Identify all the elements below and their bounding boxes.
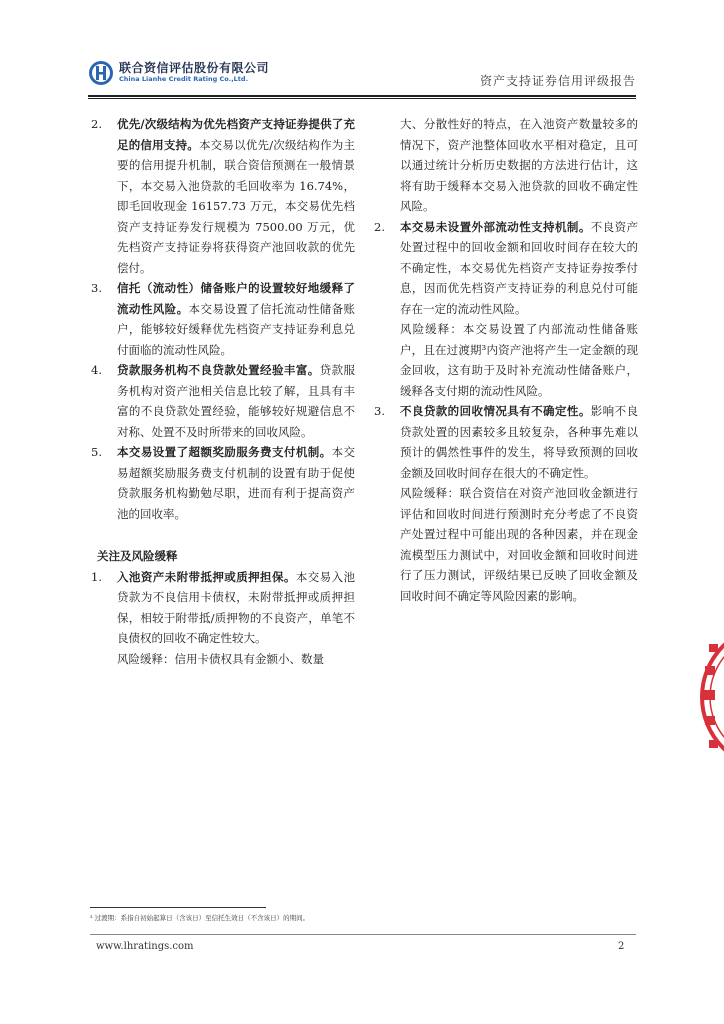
item-mitigation: 风险缓释：本交易设置了内部流动性储备账户，且在过渡期³内资产池将产生一定金额的现金回收，这有助于及时补充流动性储备账户，缓释各支付期的流动性风险。: [400, 322, 638, 398]
item-title: 本交易设置了超额奖励服务费支付机制。: [117, 445, 332, 459]
company-name-en: China Lianhe Credit Rating Co.,Ltd.: [119, 75, 249, 83]
item-number: 1.: [91, 569, 102, 584]
seal-stamp: [699, 622, 724, 772]
item-mitigation: 风险缓释：信用卡债权具有金额小、数量: [117, 651, 324, 666]
report-type-title: 资产支持证券信用评级报告: [479, 74, 636, 88]
item-title: 优先/次级结构为优先档资产支持证券提供了充足的信用支持。: [117, 117, 355, 152]
left-column: [91, 114, 356, 669]
list-item: [91, 567, 356, 670]
list-item: [91, 278, 356, 360]
page-header: [88, 58, 636, 94]
item-body-continued: 大、分散性好的特点，在入池资产数量较多的情况下，资产池整体回收水平相对稳定，且可以通过统计分析历史数据的方法进行估计，这将有助于缓释本交易入池贷款的回收不确定性风险。: [400, 117, 638, 213]
item-number: 3.: [91, 281, 102, 295]
item-title: 入池资产未附带抵押或质押担保。: [117, 569, 296, 584]
item-number: 4.: [91, 363, 102, 377]
list-item: [91, 114, 356, 278]
item-title: 不良贷款的回收情况具有不确定性。: [400, 404, 591, 418]
item-title: 本交易未设置外部流动性支持机制。: [400, 219, 591, 234]
page-number: 2: [618, 941, 625, 952]
item-number: 5.: [91, 445, 102, 459]
item-body: 不良资产处置过程中的回收金额和回收时间存在较大的不确定性，本交易优先档资产支持证券按季付息，因而优先档资产支持证券的利息兑付可能存在一定的流动性风险。: [400, 219, 639, 316]
company-logo-icon: [88, 60, 114, 86]
item-number: 2.: [374, 219, 385, 234]
footer-website-link[interactable]: www.lhratings.com: [96, 941, 194, 952]
list-item: [374, 217, 639, 402]
item-body: 贷款服务机构对资产池相关信息比较了解，且具有丰富的不良贷款处置经验，能够较好规避信息不对称、处置不及时所带来的回收风险。: [117, 363, 355, 439]
footnote: ³ 过渡期：系指自初始起算日（含该日）至信托生效日（不含该日）的期间。: [90, 914, 310, 922]
header-divider: [88, 95, 636, 97]
item-body: 影响不良贷款处置的因素较多且较复杂，各种事先难以预计的偶然性事件的发生，将导致预测的回收金额及回收时间存在很大的不确定性。: [400, 404, 639, 480]
right-column: [374, 114, 639, 606]
list-item-continuation: [380, 114, 638, 217]
item-number: 2.: [91, 117, 102, 131]
item-title: 贷款服务机构不良贷款处置经验丰富。: [117, 363, 320, 377]
item-mitigation: 风险缓释：联合资信在对资产池回收金额进行评估和回收时间进行预测时充分考虑了不良资产处置过程中可能出现的各种因素，并在现金流模型压力测试中，对回收金额和回收时间进行了压力测试，评级结果已反映了回收金额及回收时间不确定等风险因素的影响。: [400, 486, 638, 603]
item-title: 信托（流动性）储备账户的设置较好地缓释了流动性风险。: [117, 281, 355, 316]
list-item: [91, 442, 355, 524]
item-body: 本交易设置了信托流动性储备账户，能够较好缓释优先档资产支持证券利息兑付面临的流动性风险。: [117, 301, 356, 357]
item-body: 本交易超额奖励服务费支付机制的设置有助于促使贷款服务机构勤勉尽职，进而有利于提高资产池的回收率。: [117, 445, 355, 521]
footer-divider: [90, 934, 636, 935]
list-item: [374, 401, 639, 606]
item-number: 3.: [374, 404, 385, 418]
footnote-divider: [90, 907, 266, 908]
company-name-cn: 联合资信评估股份有限公司: [119, 61, 270, 75]
item-body: 本交易入池贷款为不良信用卡债权，未附带抵押或质押担保，相较于附带抵/质押物的不良资产，单笔不良债权的回收不确定性较大。: [117, 569, 356, 645]
list-item: [91, 360, 355, 442]
header-divider-thin: [88, 98, 636, 99]
item-body: 本交易以优先/次级结构作为主要的信用提升机制，联合资信预测在一般情景下，本交易入池贷款的毛回收率为 16.74%，即毛回收现金 16157.73 万元，本交易优先档资产支持证券发行规模为 7500.00 万元，优先档资产支持证券将获得资产池回收款的优先偿付。: [117, 137, 356, 275]
section-heading: 关注及风险缓释: [97, 549, 178, 563]
